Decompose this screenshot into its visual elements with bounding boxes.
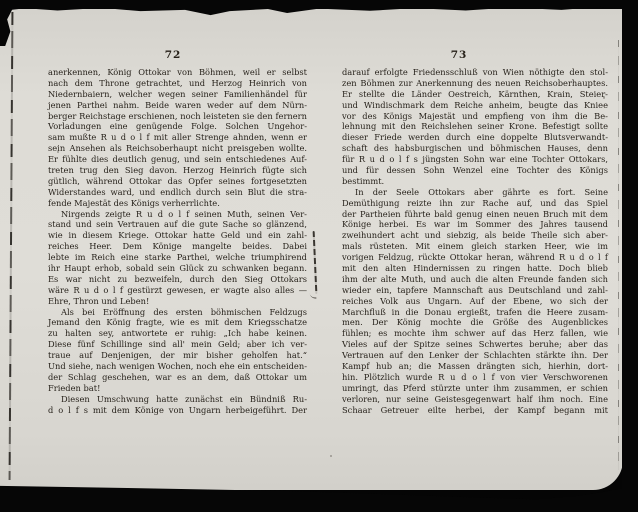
text-line: stand und sein Vertrauen auf die gute Sache so glänzend, [48,219,307,230]
text-line: anerkennen, König Ottokar von Böhmen, weil er selbst [48,67,307,77]
text-line: Er stellte die Länder Oestreich, Kärnthen, Krain, Steier- [342,88,608,99]
text-line: vorigen Feldzug, rückte Ottokar heran, während R u d o l f [342,252,608,263]
text-line: und Windischmark dem Reiche anheim, beugte das Kniee [342,99,608,110]
text-line: für R u d o l f s jüngsten Sohn war eine Tochter Ottokars, [342,154,608,165]
text-line: Vieles auf der Spitze seines Schwertes beruhe; aber das [342,339,608,350]
text-line: wäre R u d o l f gestürzt gewesen, er wagte also alles — [48,284,307,295]
text-line: dieser Friede werden durch eine doppelte Blutsverwandt- [342,132,608,143]
text-line: mals rüsteten. Mit einem gleich starken Heer, wie im [342,241,608,252]
text-line: Diese fünf Schillinge sind all' mein Geld; aber ich ver- [48,339,307,350]
text-line: zweihundert acht und siebzig, als beide Theile sich aber- [342,230,608,241]
text-line: der Partheien führte bald genug einen neuen Bruch mit dem [342,208,608,219]
text-line: lehnung mit den Reichslehen seiner Krone. Befestigt sollte [342,121,608,132]
text-line: berger Reichstage erschienen, noch leisteten sie den fernern [48,110,307,121]
text-line: sein Ansehen als Reichsoberhaupt nicht preisgeben wollte. [48,143,307,154]
text-line: Kampf hub an; die Massen drängten sich, hierhin, dort- [342,361,608,372]
text-line: Nirgends zeigte R u d o l f seinen Muth, seinen Ver- [61,208,307,219]
text-line: Demüthigung reizte ihn zur Rache auf, und das Spiel [342,197,608,208]
text-line: men. Der König mochte die Größe des Augenblickes [342,317,608,328]
text-line: wie in diesem Kriege. Ottokar hatte Geld und ein zahl- [48,230,307,241]
text-line: hin. Plötzlich wurde R u d o l f von vier Verschworenen [342,371,608,382]
text-line: bestimmt. [342,175,385,186]
scan-speck [330,455,332,457]
text-line: Schaar Getreuer eilte herbei, der Kampf begann mit [342,404,608,415]
text-line: Könige herbei. Es war im Sommer des Jahres tausend [342,219,608,230]
text-line: und für dessen Sohn Wenzel eine Tochter des Königs [342,165,608,176]
text-line: der Schlag geschehen, war es an dem, daß Ottokar um [48,371,307,382]
text-line: d o l f s mit dem Könige von Ungarn herbeigeführt. Der [48,404,307,415]
text-line: wieder ein, tapfere Mannschaft aus Deutschland und zahl- [342,284,608,295]
text-line: Als bei Eröffnung des ersten böhmischen Feldzugs [61,306,307,317]
text-line: umringt, das Pferd stürzte unter ihm zusammen, er schien [342,382,608,393]
text-line: sam mußte R u d o l f mit aller Strenge ahnden, wenn er [48,132,307,143]
page-edge-line-right [618,40,619,470]
text-line: jenen Parthei nahm. Beide waren weder auf dem Nürn- [48,99,307,110]
text-line: gütlich, während Ottokar das Opfer seines fortgesetzten [48,175,307,186]
scan-border-right [622,0,638,512]
text-line: mit den alten Hindernissen zu ringen hatte. Doch blieb [342,263,608,274]
text-line: Ehre, Thron und Leben! [48,295,150,306]
text-line: lebte im Reich eine starke Parthei, welche triumphirend [48,252,307,263]
text-line: ihr Haupt erhob, sobald sein Glück zu schwanken begann. [48,263,307,274]
text-line: Frieden bat! [48,382,101,393]
text-line: vor des Königs Majestät und empfieng von ihm die Be- [342,110,608,121]
text-line: In der Seele Ottokars aber gährte es fort. Seine [355,186,608,197]
text-line: reiches Heer. Dem Könige mangelte beides. Dabei [48,241,307,252]
page-number-left: 72 [164,49,182,61]
text-line: Jemand den König fragte, wie es mit dem Kriegsschatze [48,317,307,328]
text-line: treten trug den Sieg davon. Herzog Heinrich fügte sich [48,165,307,176]
text-line: fende Majestät des Königs verherrlichte. [48,197,220,208]
text-column-right [342,67,608,416]
text-line: verloren, nur seine Geistesgegenwart half ihm noch. Eine [342,393,608,404]
text-line: reiches Volk aus Ungarn. Auf der Ebene, wo sich der [342,295,608,306]
text-line: zu halten sey, antwortete er ruhig: „Ich habe keinen. [48,328,307,339]
text-line: Marchfluß in die Donau ergießt, trafen die Heere zusam- [342,306,608,317]
text-line: ihm der alte Muth, und auch die alten Freunde fanden sich [342,273,608,284]
text-line: Und siehe, nach wenigen Wochen, noch ehe ein entscheiden- [48,361,307,372]
text-line: Vertrauen auf den Lenker der Schlachten stärkte ihn. Der [342,350,608,361]
page-number-right: 73 [450,49,468,61]
text-line: Vorladungen eine genügende Folge. Solchen Ungehor- [48,121,307,132]
text-line: zen Böhmen zur Anerkennung des neuen Reichsoberhauptes. [342,77,608,88]
text-line: darauf erfolgte Friedensschluß von Wien nöthigte den stol- [342,67,608,77]
text-line: nach dem Throne getrachtet, und Herzog Heinrich von [48,77,307,88]
text-line: Niedernbaiern, welcher wegen seiner Familienhändel für [48,88,307,99]
text-column-left [48,67,307,416]
text-line: traue auf Denjenigen, der mir bisher geholfen hat.“ [48,350,307,361]
text-line: Widerstandes ward, und endlich durch sein Blut die stra- [48,186,307,197]
text-line: Diesen Umschwung hatte zunächst ein Bündniß Ru- [61,393,307,404]
text-line: Es war nicht zu bezweifeln, durch den Sieg Ottokars [48,273,307,284]
text-line: Er fühlte dies deutlich genug, und sein entschiedenes Auf- [48,154,307,165]
text-line: schaft des habsburgischen und böhmischen Hauses, denn [342,143,608,154]
text-line: fühlen; es mochte ihm schwer auf das Herz fallen, wie [342,328,608,339]
